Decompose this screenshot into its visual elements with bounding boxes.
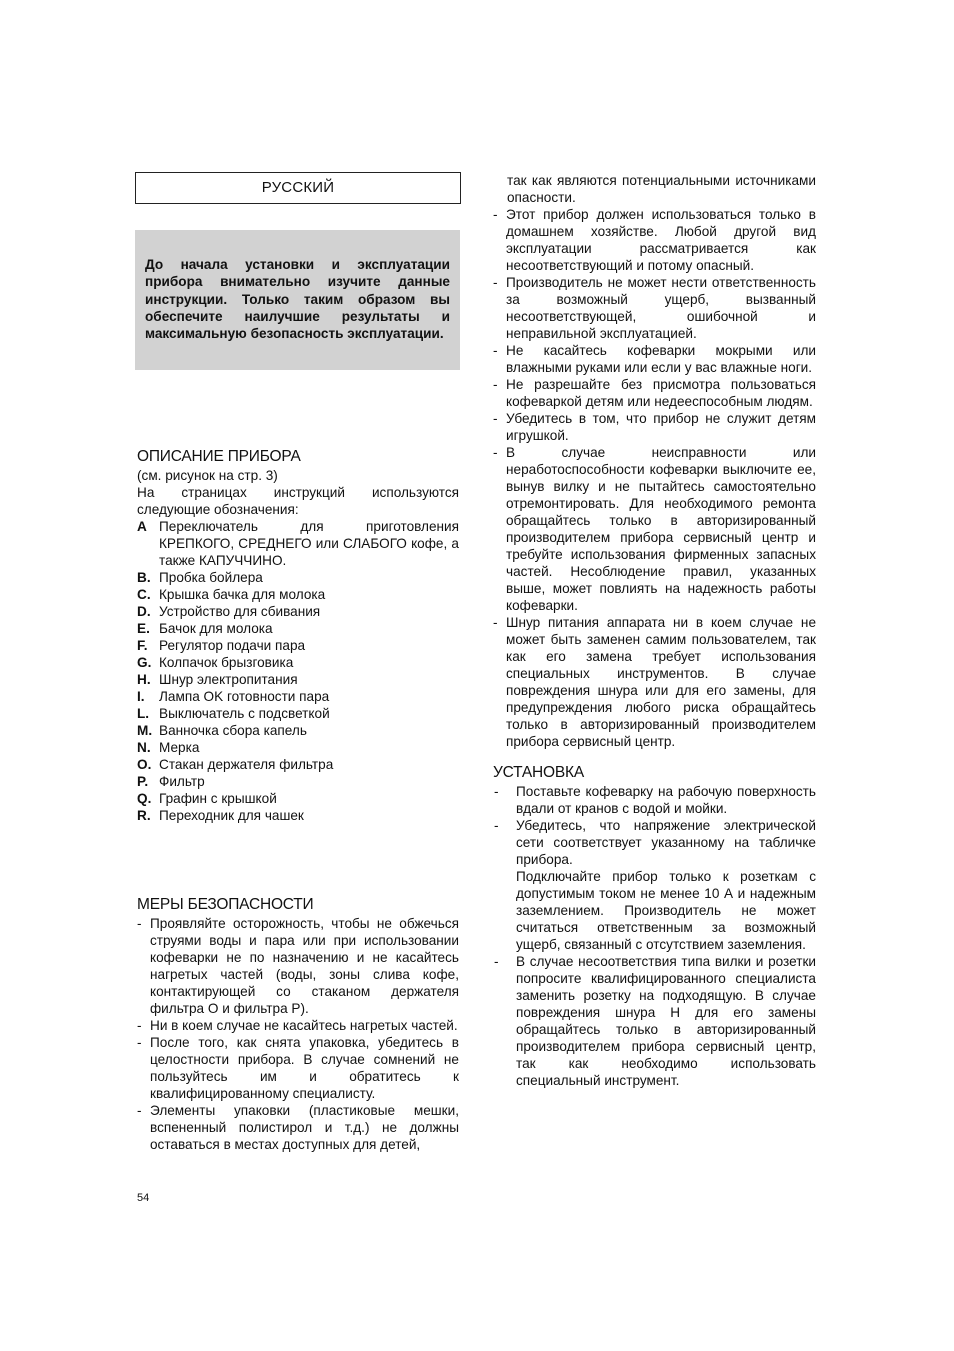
warning-box: До начала установки и эксплуатации прибора внимательно изучите данные инструкции. Только таким образом вы обеспечите наилучшие результаты и максимальную безопасность эксплуатации. bbox=[135, 230, 460, 370]
legend-item: G. Колпачок брызговика bbox=[137, 655, 294, 670]
installation-list bbox=[493, 783, 816, 1089]
parts-legend bbox=[137, 518, 459, 824]
legend-item: R. Переходник для чашек bbox=[137, 808, 304, 823]
safety-item: - Не разрешайте без присмотра пользоваться кофеваркой детям или недееспособным людям. bbox=[493, 376, 816, 410]
safety-item: - В случае неисправности или неработоспособности кофеварки выключите ее, вынув вилку и не пытайтесь самостоятельно отремонтировать. Для необходимого ремонта обращайтесь только в авторизированный производителем прибора сервисный центр и требуйте использования фирменных запасных частей. Несоблюдение правил, указанных выше, может повлиять на надежность работы кофеварки. bbox=[493, 444, 816, 614]
safety-heading: МЕРЫ БЕЗОПАСНОСТИ bbox=[137, 896, 314, 913]
language-label: РУССКИЙ bbox=[135, 172, 461, 204]
installation-heading: УСТАНОВКА bbox=[493, 764, 584, 781]
safety-item: - Проявляйте осторожность, чтобы не обжечься струями воды и пара или при использовании кофеварки не по назначению и не касайтесь нагретых частей (воды, зоны слива кофе, контактирующей со стаканом держателя фильтра О и фильтра Р). bbox=[137, 915, 459, 1017]
legend-item: Q. Графин с крышкой bbox=[137, 791, 277, 806]
safety-item: - Убедитесь в том, что прибор не служит детям игрушкой. bbox=[493, 410, 816, 444]
safety-item: - Этот прибор должен использоваться только в домашнем хозяйстве. Любой другой вид эксплуатации рассматривается как несоответствующий и потому опасный. bbox=[493, 206, 816, 274]
legend-item: M. Ванночка сбора капель bbox=[137, 723, 307, 738]
right-column bbox=[493, 172, 816, 1089]
legend-item: P. Фильтр bbox=[137, 774, 205, 789]
installation-item: - В случае несоответствия типа вилки и розетки попросите квалифицированного специалиста заменить розетку на подходящую. В случае повреждения шнура Н для его замены обращайтесь только в авторизированный производителем прибора сервисный центр, так как необходимо использовать специальный инструмент. bbox=[493, 953, 816, 1089]
page-number: 54 bbox=[137, 1192, 150, 1204]
installation-item-text: - Убедитесь, что напряжение электрической сети соответствует указанному на табличке прибора. bbox=[516, 818, 816, 867]
legend-item: L. Выключатель с подсветкой bbox=[137, 706, 330, 721]
legend-item: B. Пробка бойлера bbox=[137, 570, 263, 585]
safety-item: - Не касайтесь кофеварки мокрыми или влажными руками или если у вас влажные ноги. bbox=[493, 342, 816, 376]
safety-continuation: так как являются потенциальными источниками опасности. bbox=[507, 173, 816, 205]
legend-item: O. Стакан держателя фильтра bbox=[137, 757, 334, 772]
installation-item bbox=[493, 817, 816, 953]
installation-item: - Поставьте кофеварку на рабочую поверхность вдали от кранов с водой и мойки. bbox=[493, 783, 816, 817]
safety-list-continued bbox=[493, 206, 816, 750]
figure-reference: (см. рисунок на стр. 3) bbox=[137, 468, 278, 483]
legend-item: H. Шнур электропитания bbox=[137, 672, 298, 687]
legend-item: D. Устройство для сбивания bbox=[137, 604, 321, 619]
safety-item: - Производитель не может нести ответственность за возможный ущерб, вызванный несоответствующей, ошибочной и неправильной эксплуатацией. bbox=[493, 274, 816, 342]
legend-item: E. Бачок для молока bbox=[137, 621, 273, 636]
safety-item: - Элементы упаковки (пластиковые мешки, вспененный полистирол и т.д.) не должны оставаться в местах доступных для детей, bbox=[137, 1102, 459, 1153]
legend-item: C. Крышка бачка для молока bbox=[137, 587, 326, 602]
description-intro: На страницах инструкций используются следующие обозначения: bbox=[137, 485, 459, 517]
safety-item: - Шнур питания аппарата ни в коем случае не может быть заменен самим пользователем, так как его замена требует использования специальных инструментов. В случае повреждения шнура или для его замены, для предупреждения любого риска обращайтесь только в авторизированный производителем прибора сервисный центр. bbox=[493, 614, 816, 750]
safety-item: - После того, как снята упаковка, убедитесь в целостности прибора. В случае сомнений не пользуйтесь им и обратитесь к квалифицированному специалисту. bbox=[137, 1034, 459, 1102]
description-heading: ОПИСАНИЕ ПРИБОРА bbox=[137, 448, 301, 465]
safety-list bbox=[137, 915, 459, 1153]
installation-item-text: Подключайте прибор только к розеткам с допустимым током не менее 10 А и надежным заземлением. Производитель не может считаться ответственным за возможный ущерб, связанный с отсутствием заземления. bbox=[516, 869, 816, 952]
safety-item: - Ни в коем случае не касайтесь нагретых частей. bbox=[137, 1017, 459, 1034]
legend-item: F. Регулятор подачи пара bbox=[137, 638, 306, 653]
legend-item: A Переключатель для приготовления КРЕПКОГО, СРЕДНЕГО или СЛАБОГО кофе, а также КАПУЧЧИНО. bbox=[137, 519, 459, 568]
legend-item: I. Лампа OK готовности пара bbox=[137, 689, 330, 704]
legend-item: N. Мерка bbox=[137, 740, 200, 755]
left-column bbox=[137, 172, 459, 1153]
